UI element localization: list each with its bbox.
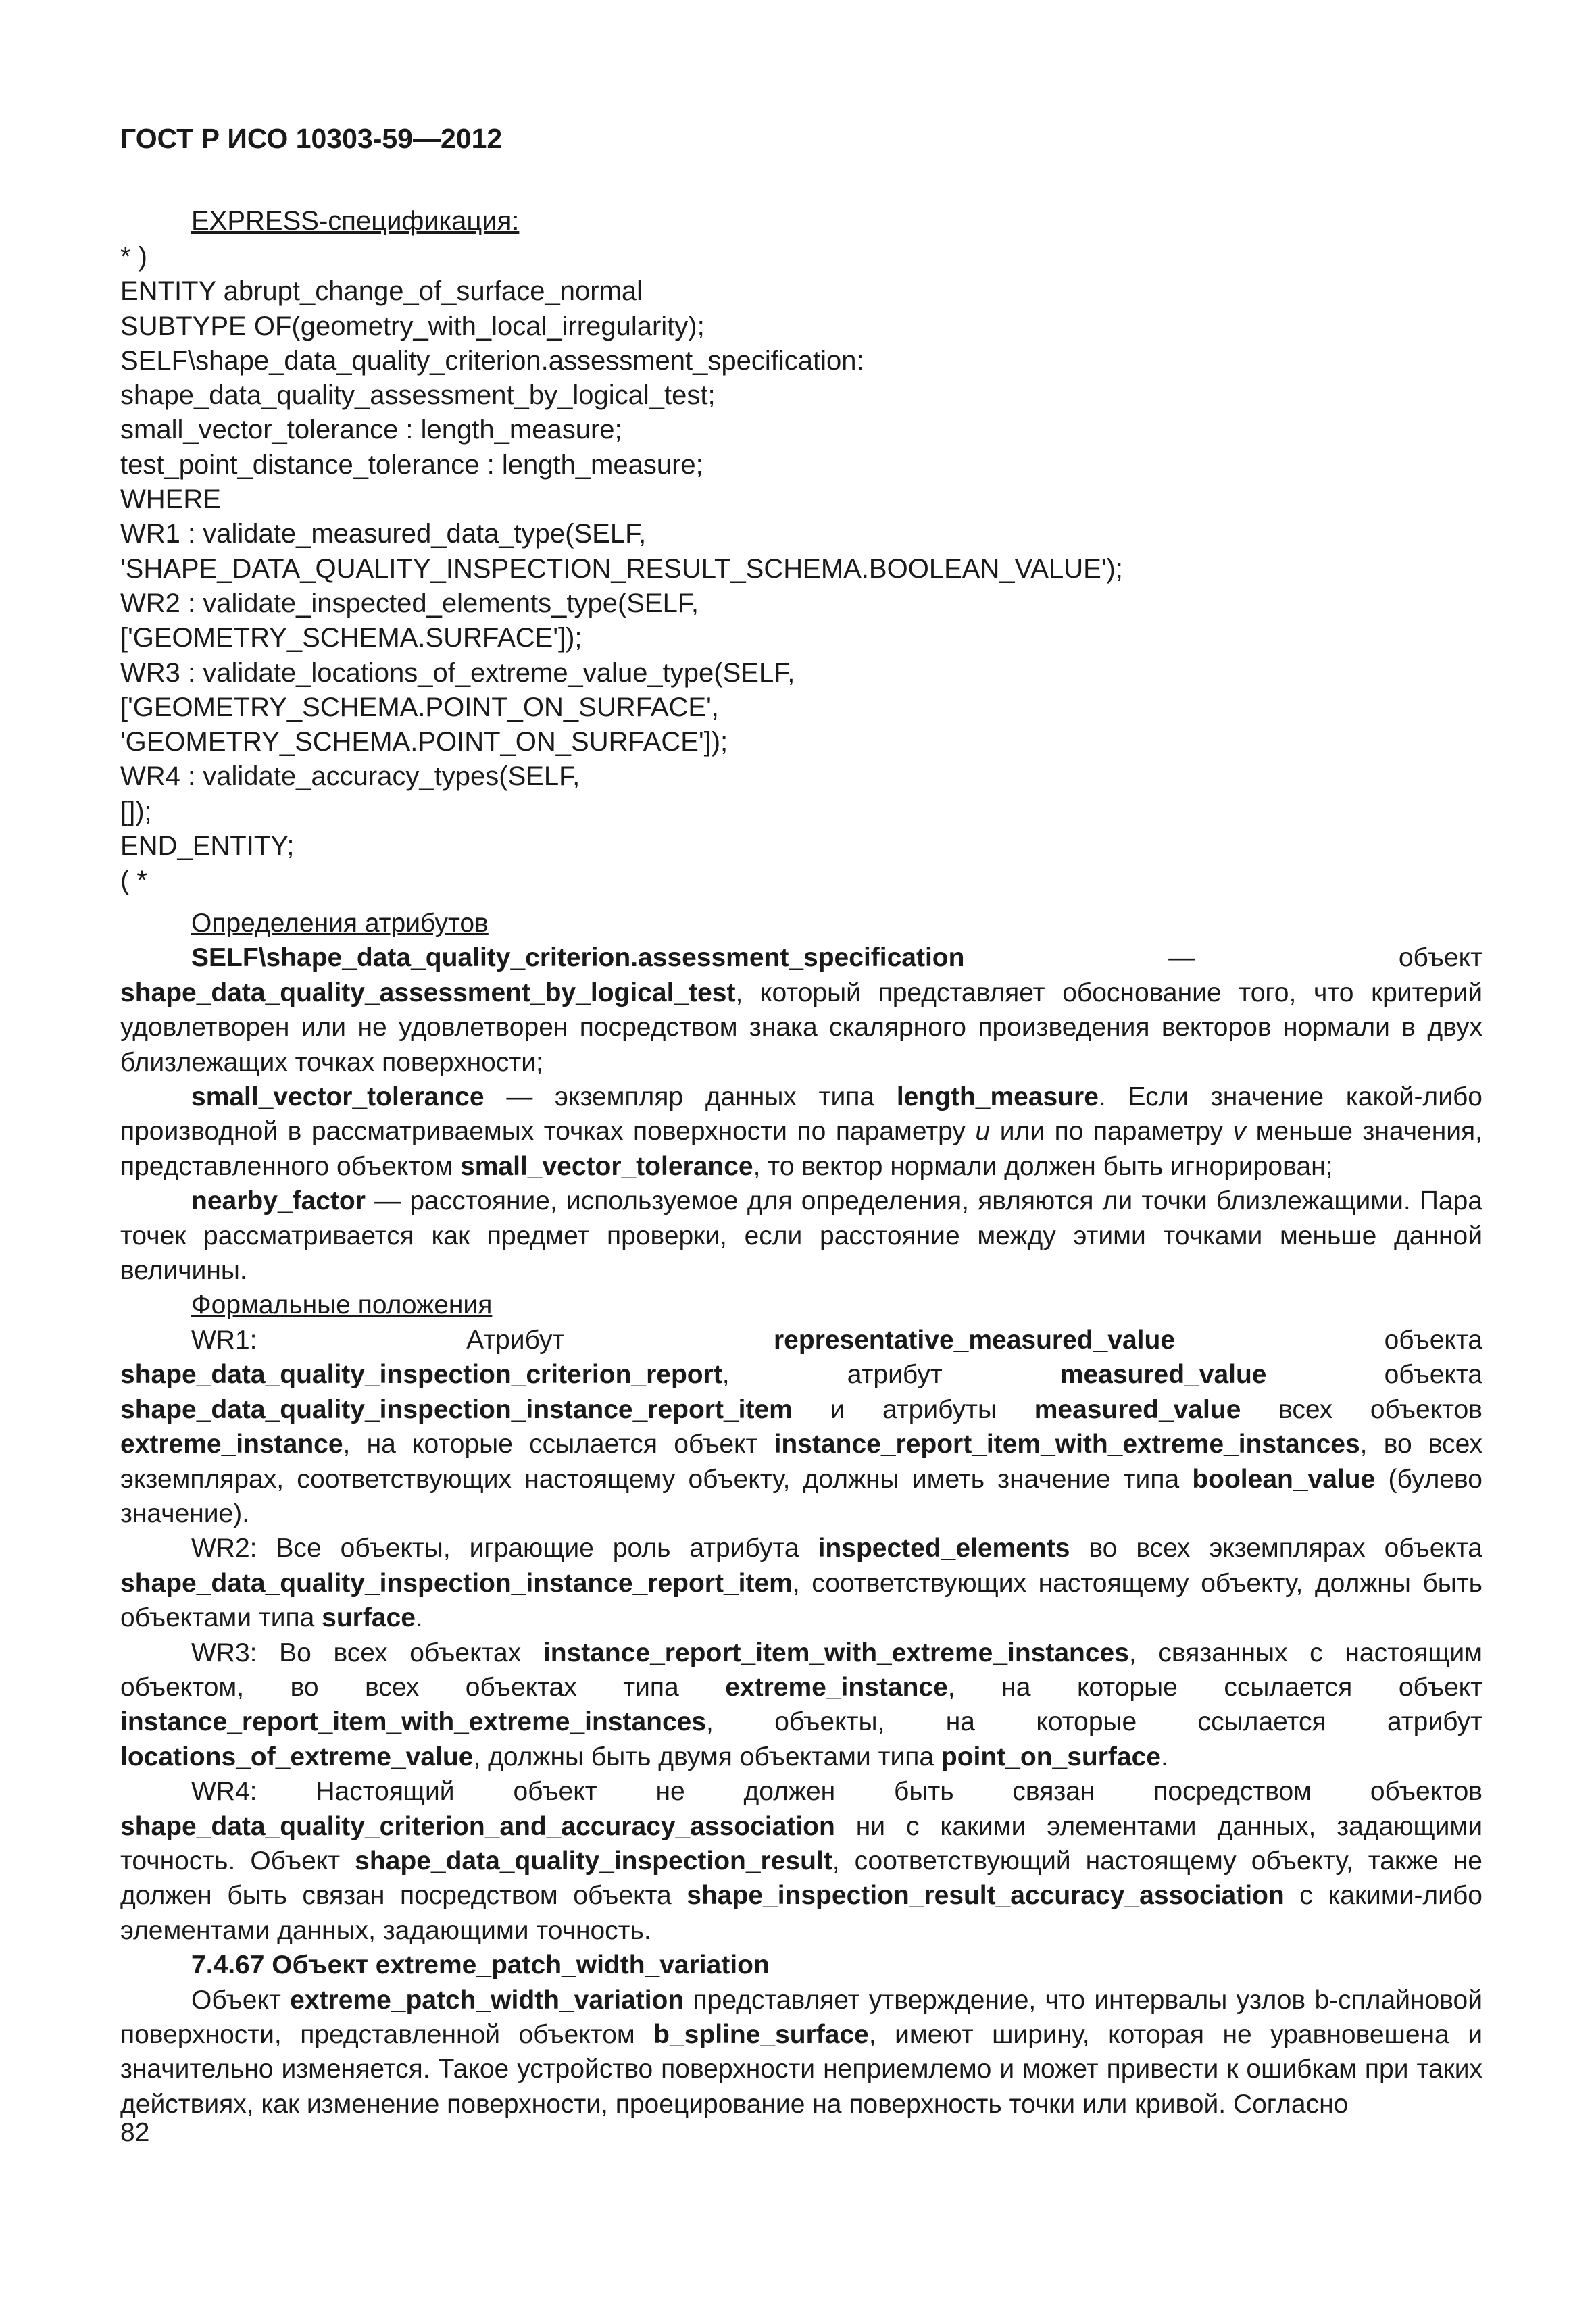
code-line: 'SHAPE_DATA_QUALITY_INSPECTION_RESULT_SCHEMA.BOOLEAN_VALUE'); [120, 553, 1123, 584]
document-header: ГОСТ Р ИСО 10303-59—2012 [120, 123, 503, 154]
code-line: small_vector_tolerance : length_measure; [120, 415, 622, 445]
attribute-term: SELF\shape_data_quality_criterion.assessment_specification [191, 943, 965, 973]
code-line: 'GEOMETRY_SCHEMA.POINT_ON_SURFACE']); [120, 727, 728, 757]
code-line: SUBTYPE OF(geometry_with_local_irregularity); [120, 311, 705, 341]
code-line: WR3 : validate_locations_of_extreme_value_type(SELF, [120, 657, 795, 688]
attribute-definition-nearby-factor: nearby_factor — расстояние, используемое для определения, являются ли точки близлежащими. Пара точек рассматривается как предмет проверки, если расстояние между этими точками меньше данной величины. [120, 1186, 1482, 1286]
code-line: WHERE [120, 484, 221, 515]
page-number: 82 [120, 2118, 150, 2147]
code-line: WR2 : validate_inspected_elements_type(SELF, [120, 588, 699, 618]
code-line: END_ENTITY; [120, 831, 295, 861]
rule-wr1: WR1: Атрибут representative_measured_value объекта shape_data_quality_inspection_criterion_report, атрибут measured_value объекта shape_data_quality_inspection_instance_report_item и атрибуты measured_value всех объектов extreme_instance, на которые ссылается объект instance_report_item_with_extreme_instances, во всех экземплярах, соответствующих настоящему объекту, должны иметь значение типа boolean_value (булево значение). [120, 1325, 1483, 1528]
rule-wr2: WR2: Все объекты, играющие роль атрибута inspected_elements во всех экземплярах объекта shape_data_quality_inspection_instance_report_item, соответствующих настоящему объекту, должны быть объектами типа surface. [120, 1534, 1482, 1633]
code-line: ( * [120, 865, 147, 896]
section-paragraph: Объект extreme_patch_width_variation представляет утверждение, что интервалы узлов b-сплайновой поверхности, представленной объектом b_spline_surface, имеют ширину, которая не уравновешена и значительно изменяется. Такое устройство поверхности неприемлемо и может привести к ошибкам при таких действиях, как изменение поверхности, проецирование на поверхность точки или кривой. Согласно [120, 1985, 1482, 2119]
code-line: ['GEOMETRY_SCHEMA.SURFACE']); [120, 623, 582, 653]
attribute-definition-assessment-specification: SELF\shape_data_quality_criterion.assessment_specification — объект shape_data_quality_assessment_by_logical_test, который представляет обоснование того, что критерий удовлетворен или не удовлетворен посредством знака скалярного произведения векторов нормали в двух близлежащих точках поверхности; [120, 943, 1482, 1077]
formal-propositions-heading: Формальные положения [191, 1290, 493, 1320]
express-code-block [120, 240, 1478, 899]
attribute-term: nearby_factor [191, 1186, 366, 1216]
rule-wr3: WR3: Во всех объектах instance_report_item_with_extreme_instances, связанных с настоящим объектом, во всех объектах типа extreme_instance, на которые ссылается объект instance_report_item_with_extreme_instances, объекты, на которые ссылается атрибут locations_of_extreme_value, должны быть двумя объектами типа point_on_surface. [120, 1638, 1482, 1771]
attributes-heading: Определения атрибутов [191, 909, 489, 938]
rule-wr4: WR4: Настоящий объект не должен быть связан посредством объектов shape_data_quality_criterion_and_accuracy_association ни с какими элементами данных, задающими точность. Объект shape_data_quality_inspection_result, соответствующий настоящему объекту, также не должен быть связан посредством объекта shape_inspection_result_accuracy_association с какими-либо элементами данных, задающими точность. [120, 1777, 1482, 1945]
code-line: WR1 : validate_measured_data_type(SELF, [120, 519, 647, 549]
code-line: test_point_distance_tolerance : length_measure; [120, 449, 703, 480]
code-line: WR4 : validate_accuracy_types(SELF, [120, 761, 580, 792]
code-line: SELF\shape_data_quality_criterion.assessment_specification: [120, 345, 864, 376]
section-title: 7.4.67 Объект extreme_patch_width_variation [191, 1951, 770, 1980]
code-line: * ) [120, 242, 147, 272]
code-line: shape_data_quality_assessment_by_logical_test; [120, 380, 716, 411]
attribute-term: small_vector_tolerance [191, 1082, 484, 1112]
code-line: ENTITY abrupt_change_of_surface_normal [120, 276, 643, 307]
express-spec-heading: EXPRESS-спецификация: [191, 206, 520, 236]
document-body [120, 906, 1482, 2121]
attribute-definition-small-vector-tolerance: small_vector_tolerance — экземпляр данных типа length_measure. Если значение какой-либо производной в рассматриваемых точках поверхности по параметру u или по параметру v меньше значения, представленного объектом small_vector_tolerance, то вектор нормали должен быть игнорирован; [120, 1082, 1483, 1181]
code-line: []); [120, 796, 152, 826]
code-line: ['GEOMETRY_SCHEMA.POINT_ON_SURFACE', [120, 692, 719, 722]
